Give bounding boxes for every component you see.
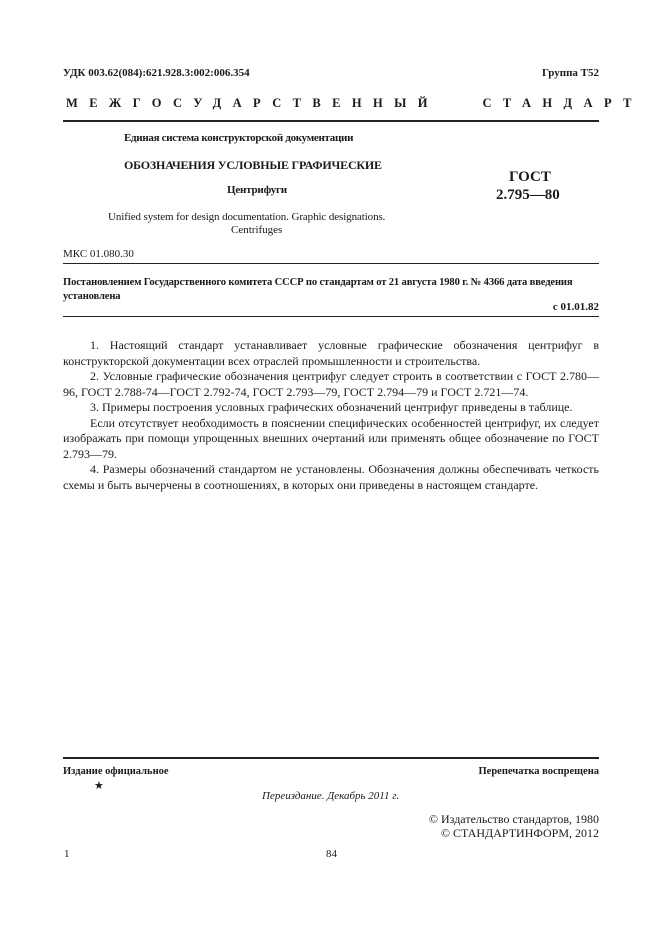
official-edition: Издание официальное: [63, 766, 169, 777]
gost-label: ГОСТ: [509, 169, 551, 185]
star-icon: ★: [94, 780, 104, 792]
english-title-line2: Centrifuges: [231, 224, 283, 236]
english-title-line1: Unified system for design documentation. Graphic designations.: [108, 211, 386, 223]
paragraph-5: 4. Размеры обозначений стандартом не установлены. Обозначения должны обеспечивать четкость схемы и быть вычерчены в соотношениях, в которых они приведены в настоящем стандарте.: [63, 462, 599, 492]
main-title: ОБОЗНАЧЕНИЯ УСЛОВНЫЕ ГРАФИЧЕСКИЕ: [124, 158, 382, 172]
sub-title: Центрифуги: [227, 184, 287, 196]
standard-body: [63, 338, 599, 493]
paragraph-4: Если отсутствует необходимость в пояснении специфических особенностей центрифуг, их следует изображать при помощи упрощенных внешних очертаний или применять общее обозначение по ГОСТ 2.793—79.: [63, 415, 599, 461]
mks-code: МКС 01.080.30: [63, 248, 134, 260]
page-number-center: 84: [326, 848, 337, 860]
mks-rule: [63, 263, 599, 264]
paragraph-3: 3. Примеры построения условных графических обозначений центрифуг приведены в таблице.: [90, 400, 573, 414]
page-number-left: 1: [64, 848, 70, 860]
system-title: Единая система конструкторской документации: [124, 132, 354, 144]
paragraph-1: 1. Настоящий стандарт устанавливает условные графические обозначения центрифуг в конструкторской документации всех отраслей промышленности и строительства.: [63, 338, 599, 368]
header-rule: [63, 120, 599, 122]
decree-text: Постановлением Государственного комитета СССР по стандартам от 21 августа 1980 г. № 4366 дата введения установлена: [63, 277, 573, 302]
copyright-publisher: © Издательство стандартов, 1980: [428, 812, 599, 826]
effective-date: с 01.01.82: [552, 301, 599, 313]
udk-code: УДК 003.62(084):621.928.3:002:006.354: [63, 67, 250, 79]
decree-rule: [63, 316, 599, 317]
group-code: Группа Т52: [541, 67, 599, 79]
reissue-note: Переиздание. Декабрь 2011 г.: [262, 790, 400, 802]
gost-number: 2.795—80: [496, 187, 560, 203]
copyright-standartinform: © СТАНДАРТИНФОРМ, 2012: [440, 826, 599, 840]
interstate-standard-banner: МЕЖГОСУДАРСТВЕННЫЙ СТАНДАРТ: [66, 96, 643, 110]
reprint-prohibited: Перепечатка воспрещена: [478, 766, 599, 777]
footer-rule: [63, 757, 599, 759]
paragraph-2: 2. Условные графические обозначения центрифуг следует строить в соответствии с ГОСТ 2.780—96, ГОСТ 2.788-74—ГОСТ 2.792-74, ГОСТ 2.793—79, ГОСТ 2.794—79 и ГОСТ 2.721—74.: [63, 369, 599, 399]
